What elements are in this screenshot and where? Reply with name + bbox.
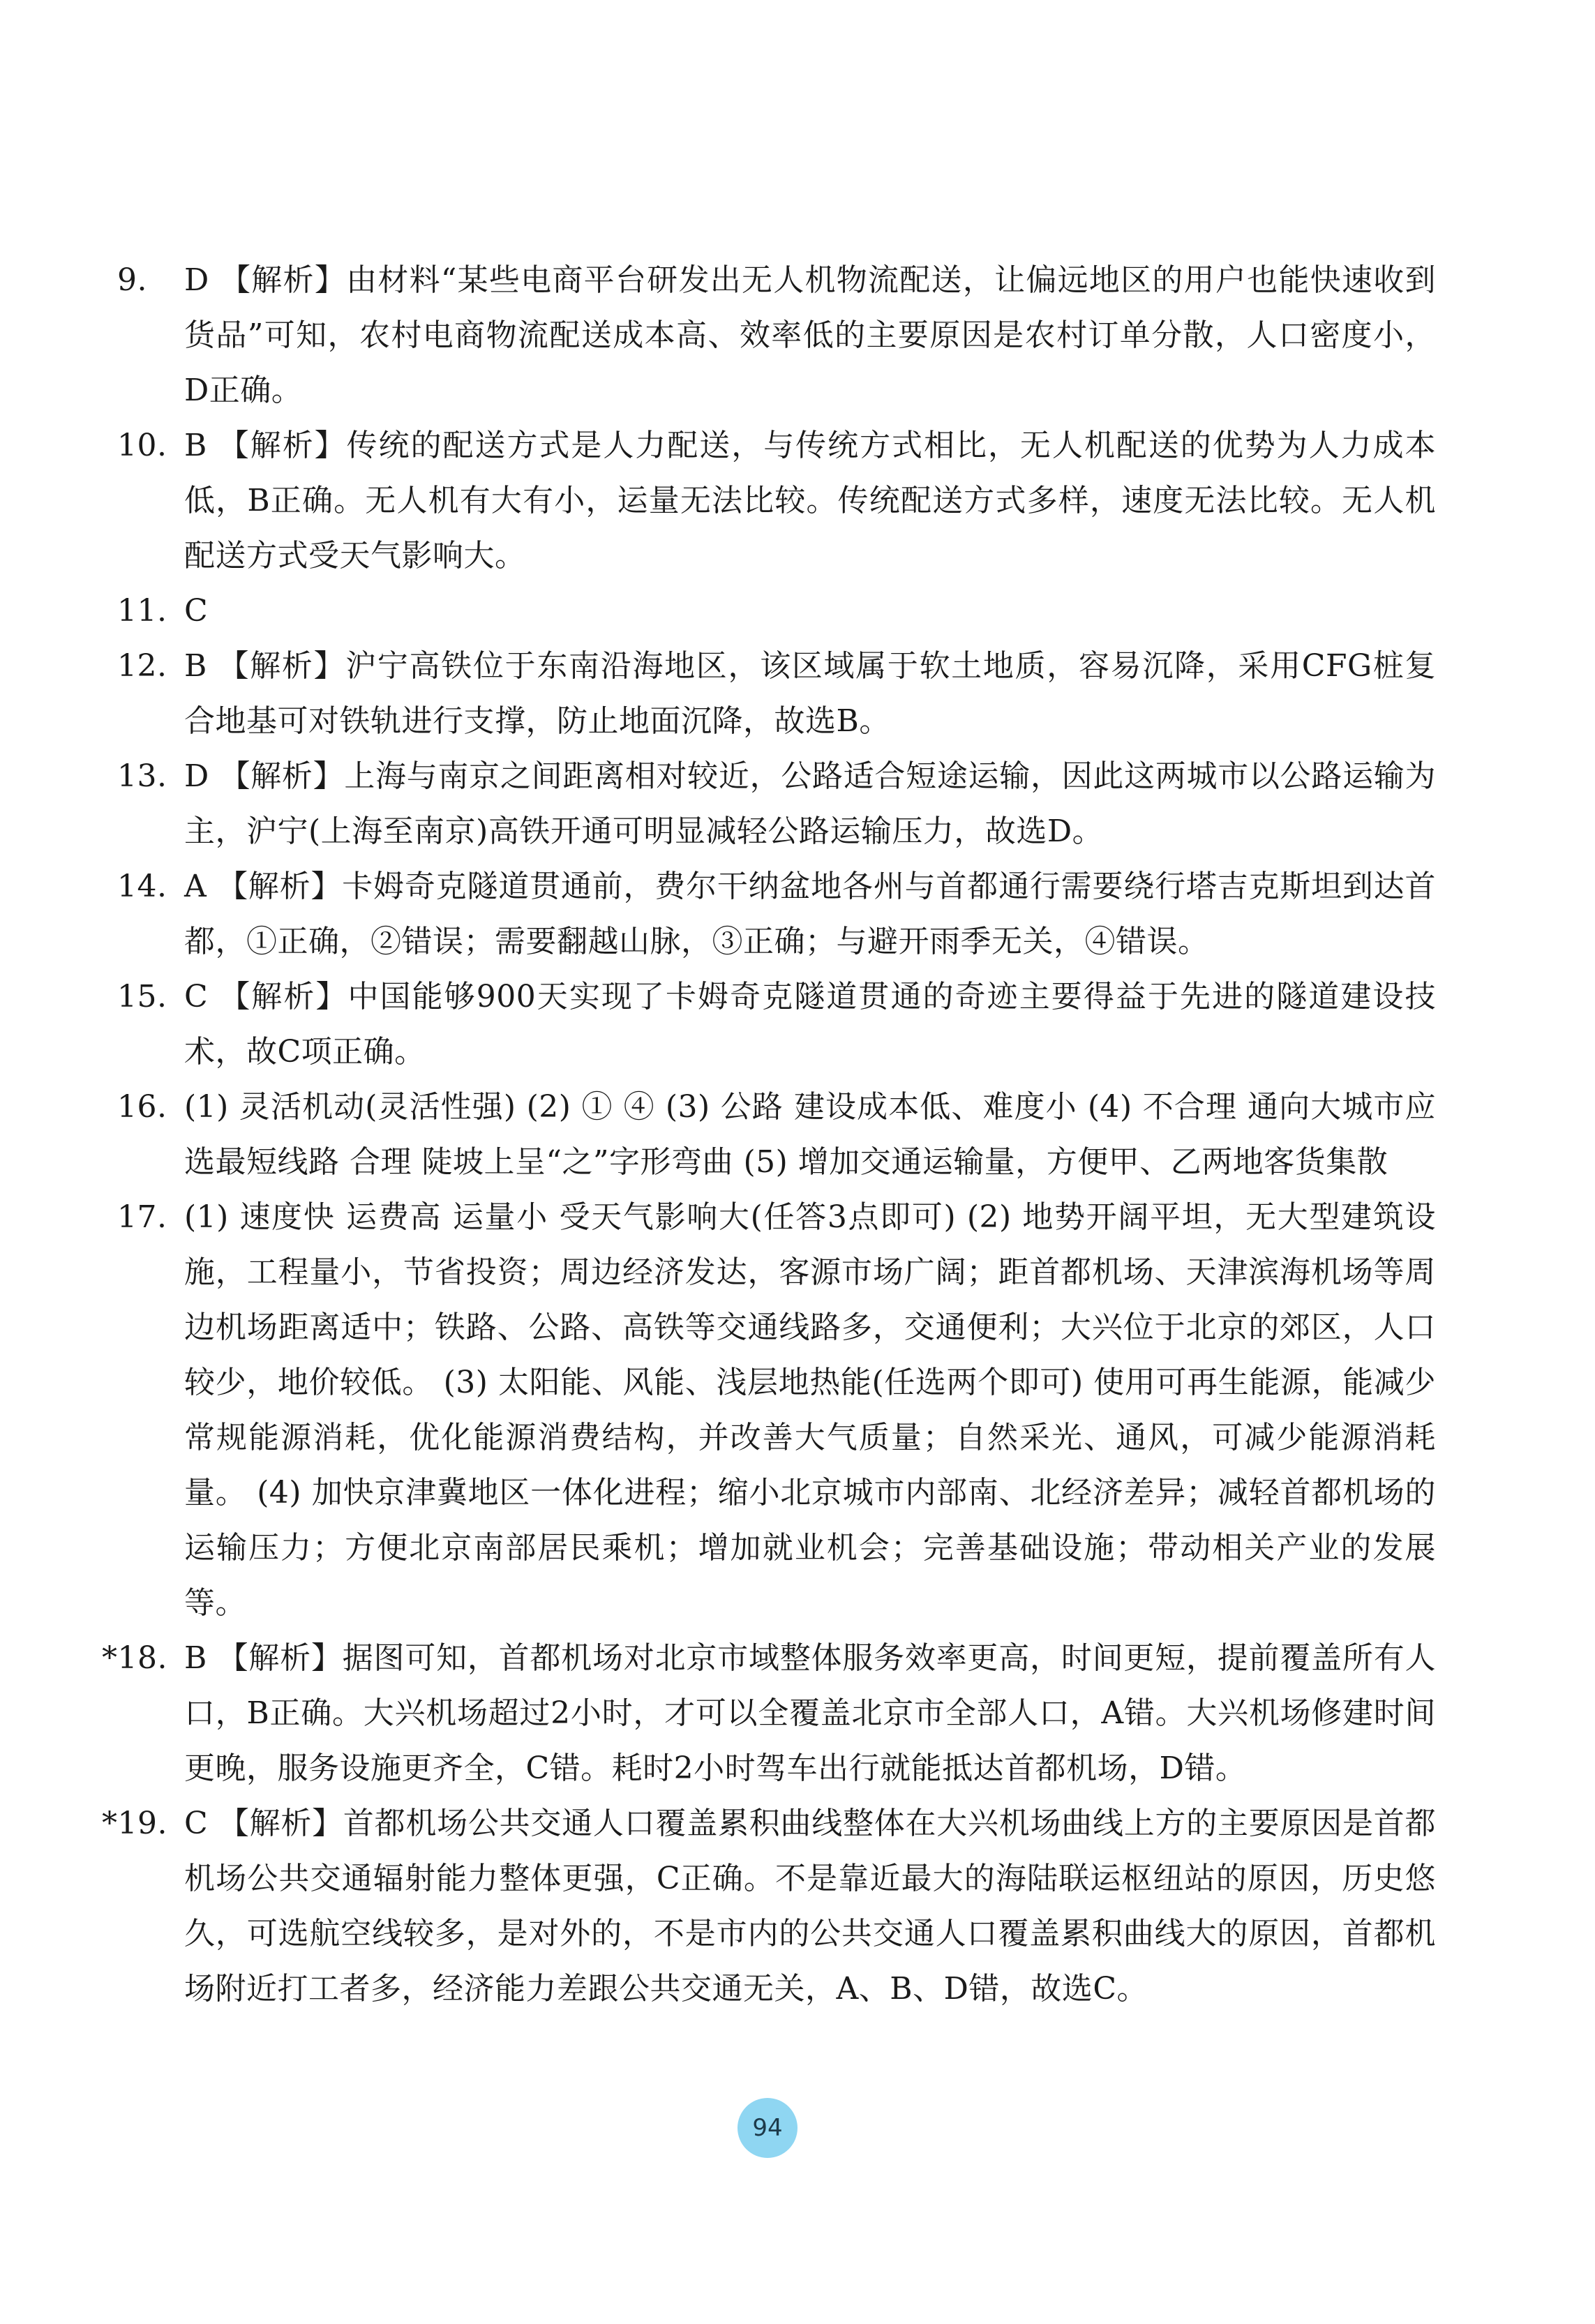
answer-text: D 【解析】上海与南京之间距离相对较近，公路适合短途运输，因此这两城市以公路运输为主，沪宁(上海至南京)高铁开通可明显减轻公路运输压力，故选D。 — [184, 758, 1436, 849]
answer-item-16 — [117, 1079, 1436, 1190]
answer-item-10 — [117, 418, 1436, 583]
answer-number: 14. — [117, 869, 167, 904]
answer-text: A 【解析】卡姆奇克隧道贯通前，费尔干纳盆地各州与首都通行需要绕行塔吉克斯坦到达首都，①正确，②错误；需要翻越山脉，③正确；与避开雨季无关，④错误。 — [184, 869, 1436, 959]
page-number-badge: 94 — [737, 2098, 798, 2158]
answer-number: 13. — [117, 758, 167, 794]
answer-item-18 — [102, 1630, 1436, 1796]
answer-number: 12. — [117, 648, 167, 684]
answer-item-17 — [117, 1190, 1436, 1630]
answer-number: 17. — [117, 1199, 167, 1235]
answer-text: (1) 灵活机动(灵活性强) (2) ① ④ (3) 公路 建设成本低、难度小 (4) 不合理 通向大城市应选最短线路 合理 陡坡上呈“之”字形弯曲 (5) 增加交通运输量，方便甲、乙两地客货集散 — [184, 1089, 1436, 1180]
answer-item-15 — [117, 969, 1436, 1079]
answer-number: 9. — [117, 262, 147, 298]
answer-text: B 【解析】传统的配送方式是人力配送，与传统方式相比，无人机配送的优势为人力成本低，B正确。无人机有大有小，运量无法比较。传统配送方式多样，速度无法比较。无人机配送方式受天气影响大。 — [184, 428, 1436, 573]
answer-text: (1) 速度快 运费高 运量小 受天气影响大(任答3点即可) (2) 地势开阔平坦，无大型建筑设施，工程量小，节省投资；周边经济发达，客源市场广阔；距首都机场、天津滨海机场等周边机场距离适中；铁路、公路、高铁等交通线路多，交通便利；大兴位于北京的郊区，人口较少，地价较低。 (3) 太阳能、风能、浅层地热能(任选两个即可) 使用可再生能源，能减少常规能源消耗，优化能源消费结构，并改善大气质量；自然采光、通风，可减少能源消耗量。 (4) 加快京津冀地区一体化进程；缩小北京城市内部南、北经济差异；减轻首都机场的运输压力；方便北京南部居民乘机；增加就业机会；完善基础设施；带动相关产业的发展等。 — [184, 1199, 1436, 1621]
answer-item-12 — [117, 638, 1436, 749]
answer-text: C 【解析】中国能够900天实现了卡姆奇克隧道贯通的奇迹主要得益于先进的隧道建设技术，故C项正确。 — [184, 979, 1436, 1070]
answer-number: *18. — [102, 1640, 167, 1676]
answer-text: B 【解析】沪宁高铁位于东南沿海地区，该区域属于软土地质，容易沉降，采用CFG桩复合地基可对铁轨进行支撑，防止地面沉降，故选B。 — [184, 648, 1436, 739]
answer-list — [102, 253, 1436, 2016]
answer-item-13 — [117, 749, 1436, 859]
answer-item-11 — [117, 583, 1436, 638]
answer-item-9 — [117, 253, 1436, 418]
answer-text: C 【解析】首都机场公共交通人口覆盖累积曲线整体在大兴机场曲线上方的主要原因是首都机场公共交通辐射能力整体更强，C正确。不是靠近最大的海陆联运枢纽站的原因，历史悠久，可选航空线较多，是对外的，不是市内的公共交通人口覆盖累积曲线大的原因，首都机场附近打工者多，经济能力差跟公共交通无关，A、B、D错，故选C。 — [184, 1806, 1436, 2007]
answer-number: 16. — [117, 1089, 167, 1125]
answer-number: *19. — [102, 1806, 167, 1841]
answer-number: 11. — [117, 593, 167, 629]
answer-item-14 — [117, 859, 1436, 969]
answer-text: D 【解析】由材料“某些电商平台研发出无人机物流配送，让偏远地区的用户也能快速收到货品”可知，农村电商物流配送成本高、效率低的主要原因是农村订单分散，人口密度小，D正确。 — [184, 262, 1436, 408]
answer-item-19 — [102, 1796, 1436, 2016]
answer-text: C — [184, 593, 209, 629]
answer-number: 10. — [117, 428, 167, 463]
answer-text: B 【解析】据图可知，首都机场对北京市域整体服务效率更高，时间更短，提前覆盖所有人口，B正确。大兴机场超过2小时，才可以全覆盖北京市全部人口，A错。大兴机场修建时间更晚，服务设施更齐全，C错。耗时2小时驾车出行就能抵达首都机场，D错。 — [184, 1640, 1436, 1786]
answer-number: 15. — [117, 979, 167, 1014]
